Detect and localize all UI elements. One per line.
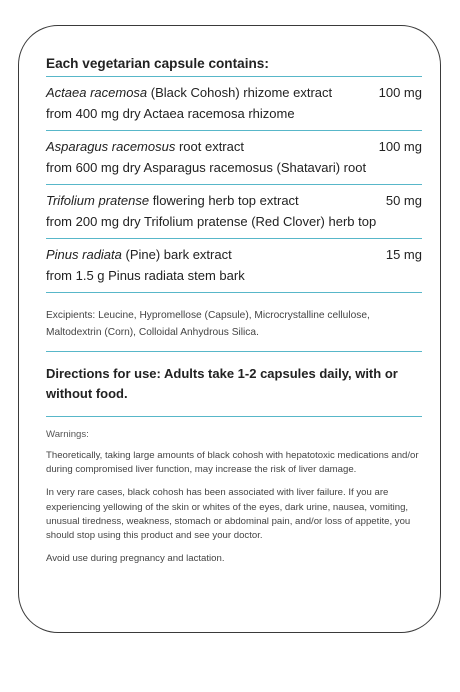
ingredient-row: [46, 185, 422, 239]
ingredient-row: [46, 239, 422, 293]
warning-paragraph: Theoretically, taking large amounts of black cohosh with hepatotoxic medications and/or during compromised liver function, may increase the risk of liver damage.: [46, 450, 419, 476]
ingredient-row: [46, 77, 422, 131]
ingredient-name: [46, 136, 244, 157]
ingredient-name: [46, 244, 232, 265]
directions-text: Directions for use: Adults take 1-2 capsules daily, with or without food.: [46, 352, 422, 417]
ingredient-amount: 50 mg: [385, 193, 422, 208]
warning-paragraph: Avoid use during pregnancy and lactation.: [46, 553, 225, 565]
warnings-title: Warnings:: [46, 429, 89, 440]
warning-paragraph: In very rare cases, black cohosh has been associated with liver failure. If you are experiencing yellowing of the skin or whites of the eyes, dark urine, nausea, vomiting, unusual tiredness, weakness, stomach or abdominal pain, and/or loss of appetite, you should stop using this product and see your doctor.: [46, 487, 411, 542]
ingredient-source: from 600 mg dry Asparagus racemosus (Shatavari) root: [46, 160, 367, 175]
ingredient-description: (Black Cohosh) rhizome extract: [147, 85, 333, 100]
ingredient-source: from 1.5 g Pinus radiata stem bark: [46, 268, 245, 283]
ingredient-source: from 400 mg dry Actaea racemosa rhizome: [46, 106, 295, 121]
ingredient-amount: 15 mg: [385, 247, 422, 262]
ingredient-source: from 200 mg dry Trifolium pratense (Red Clover) herb top: [46, 214, 377, 229]
ingredient-description: root extract: [175, 139, 244, 154]
ingredient-row: [46, 131, 422, 185]
ingredient-latin-name: Trifolium pratense: [46, 193, 150, 208]
capsule-contents-heading: Each vegetarian capsule contains:: [46, 56, 422, 77]
ingredient-description: (Pine) bark extract: [121, 247, 232, 262]
ingredient-description: flowering herb top extract: [149, 193, 299, 208]
excipients-text: Excipients: Leucine, Hypromellose (Capsule), Microcrystalline cellulose, Maltodextrin (Corn), Colloidal Anhydrous Silica.: [46, 293, 422, 352]
ingredient-latin-name: Asparagus racemosus: [46, 139, 176, 154]
label-content: [46, 56, 422, 566]
ingredient-name: [46, 82, 332, 103]
ingredient-name: [46, 190, 299, 211]
ingredient-amount: 100 mg: [378, 85, 422, 100]
ingredient-amount: 100 mg: [378, 139, 422, 154]
ingredient-latin-name: Actaea racemosa: [46, 85, 148, 100]
ingredient-latin-name: Pinus radiata: [46, 247, 122, 262]
